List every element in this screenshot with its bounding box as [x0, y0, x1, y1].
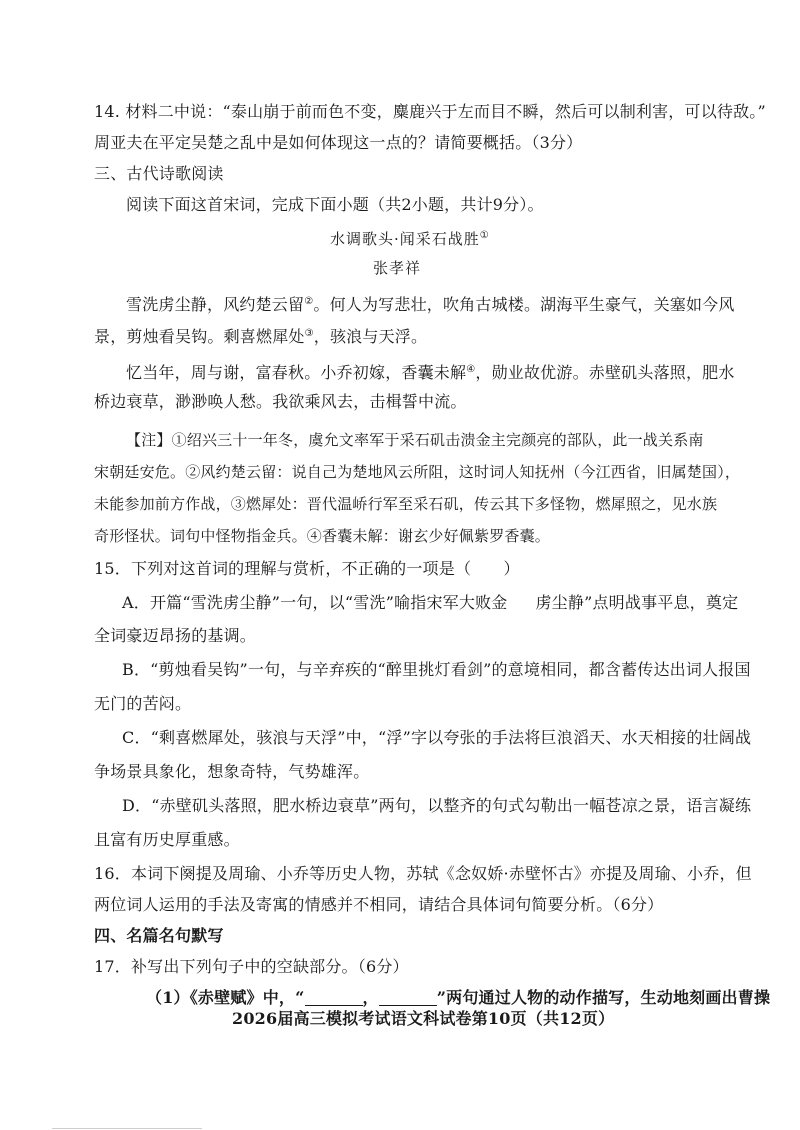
- poem-text: ，勋业故优游。赤壁矶头落照，肥水: [475, 363, 735, 382]
- q15-option-c-line2: 争场景具象化，想象奇特，气势雄浑。: [94, 762, 370, 781]
- item-text: ”两句通过人物的动作描写，生动地刻画出曹操: [436, 988, 771, 1007]
- q17-stem: 17．补写出下列句子中的空缺部分。（6分）: [94, 957, 409, 976]
- poem-text: 雪洗虏尘静，风约楚云留: [126, 295, 305, 314]
- poem-title: [330, 224, 490, 251]
- poem-text: 忆当年，周与谢，富春秋。小乔初嫁，香囊未解: [126, 363, 467, 382]
- answer-blank-2[interactable]: [379, 989, 437, 1006]
- poem-title-text: 水调歌头·闻采石战胜: [330, 230, 480, 248]
- note-line1: 【注】①绍兴三十一年冬，虞允文率军于采石矶击溃金主完颜亮的部队，此一战关系南: [126, 431, 704, 449]
- q15-option-c-line1: C．“剩喜燃犀处，骇浪与天浮”中，“浮”字以夸张的手法将巨浪滔天、水天相接的壮阔战: [122, 728, 752, 747]
- poem-text: 。何人为写悲壮，吹角古城楼。湖海平生豪气，关塞如今风: [313, 295, 735, 314]
- note-line3: 未能参加前方作战，③燃犀处：晋代温峤行军至采石矶，传云其下多怪物，燃犀照之，见水族: [94, 495, 718, 513]
- q15-option-a-line2: 全词豪迈昂扬的基调。: [94, 626, 257, 645]
- note-line2: 宋朝廷安危。②风约楚云留：说自己为楚地风云所阻，这时词人知抚州（今江西省，旧属楚国），: [94, 463, 741, 481]
- section4-heading: 四、名篇名句默写: [94, 926, 224, 945]
- footnote-mark-3: ③: [304, 328, 314, 339]
- poem-stanza2-line1: [126, 358, 735, 385]
- q15-option-a-line1: [122, 591, 738, 615]
- poem-stanza1-line2: [94, 322, 427, 349]
- option-text: 虏尘静”点明战事平息，奠定: [535, 593, 739, 612]
- poem-stanza2-line2: 桥边衰草，渺渺唤人愁。我欲乘风去，击楫誓中流。: [94, 392, 467, 411]
- q14-line2: 周亚夫在平定吴楚之乱中是如何体现这一点的？请简要概括。（3分）: [94, 133, 583, 152]
- q15-option-b-line2: 无门的苦闷。: [94, 694, 192, 713]
- poem-text: ，骇浪与天浮。: [313, 327, 428, 346]
- q15-option-d-line1: D．“赤壁矶头落照，肥水桥边衰草”两句，以整齐的句式勾勒出一幅苍凉之景，语言凝练: [122, 796, 752, 815]
- poem-author: 张孝祥: [373, 259, 422, 277]
- item-separator: ，: [362, 988, 379, 1007]
- q14-line1: 14. 材料二中说：“泰山崩于前而色不变，麋鹿兴于左而目不瞬，然后可以制利害，可以待敌。”: [94, 102, 766, 121]
- page-footer: 2026届高三模拟考试语文科试卷第10页（共12页）: [232, 1009, 615, 1028]
- note-line4: 奇形怪状。词句中怪物指金兵。④香囊未解：谢玄少好佩紫罗香囊。: [94, 527, 551, 545]
- q15-stem: 15．下列对这首词的理解与赏析，不正确的一项是（ ）: [94, 559, 520, 578]
- section3-intro: 阅读下面这首宋词，完成下面小题（共2小题，共计9分）。: [126, 195, 544, 214]
- q15-option-d-line2: 且富有历史厚重感。: [94, 830, 240, 849]
- poem-stanza1-line1: [126, 290, 735, 317]
- bottom-divider: [52, 1128, 202, 1129]
- section3-heading: 三、古代诗歌阅读: [94, 164, 224, 183]
- poem-title-footnote-mark: ①: [479, 230, 490, 241]
- footnote-mark-2: ②: [304, 296, 314, 307]
- q15-option-b-line1: B．“剪烛看吴钩”一句，与辛弃疾的“醉里挑灯看剑”的意境相同，都含蓄传达出词人报国: [122, 660, 751, 679]
- q16-line1: 16．本词下阕提及周瑜、小乔等历史人物，苏轼《念奴娇·赤壁怀古》亦提及周瑜、小乔，但: [94, 864, 752, 883]
- option-text: A．开篇“雪洗虏尘静”一句，以“雪洗”喻指宋军大败金: [122, 593, 508, 612]
- q16-line2: 两位词人运用的手法及寄寓的情感并不相同，请结合具体词句简要分析。（6分）: [94, 895, 664, 914]
- answer-blank-1[interactable]: [305, 989, 363, 1006]
- poem-text: 景，剪烛看吴钩。剩喜燃犀处: [94, 327, 305, 346]
- item-text: （1）《赤壁赋》中，“: [146, 988, 305, 1007]
- footnote-mark-4: ④: [466, 364, 476, 375]
